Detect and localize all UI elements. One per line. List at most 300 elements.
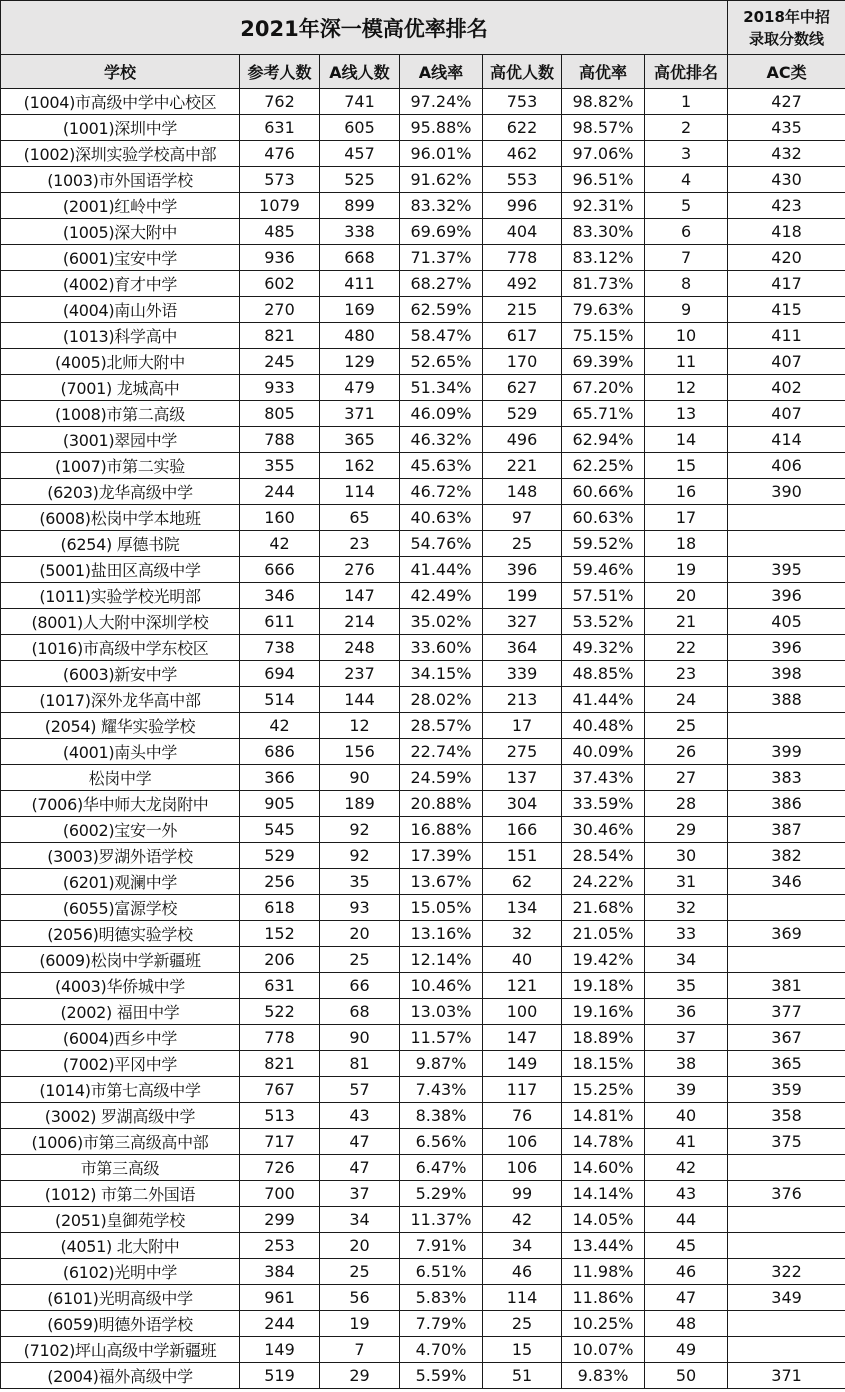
- ac-score-cell: 406: [728, 453, 845, 479]
- rank-cell: 46: [645, 1259, 728, 1285]
- ac-score-cell: 377: [728, 999, 845, 1025]
- a-line-rate-cell: 12.14%: [400, 947, 483, 973]
- table-row: [1, 843, 845, 869]
- excellent-rate-cell: 21.68%: [562, 895, 645, 921]
- excellent-rate-cell: 15.25%: [562, 1077, 645, 1103]
- table-row: [1, 713, 845, 739]
- ac-score-cell: [728, 1155, 845, 1181]
- a-line-rate-cell: 17.39%: [400, 843, 483, 869]
- ac-score-cell: 407: [728, 349, 845, 375]
- participants-cell: 694: [240, 661, 320, 687]
- participants-cell: 256: [240, 869, 320, 895]
- table-row: [1, 947, 845, 973]
- participants-cell: 384: [240, 1259, 320, 1285]
- excellent-rate-cell: 92.31%: [562, 193, 645, 219]
- participants-cell: 778: [240, 1025, 320, 1051]
- school-cell: (2054) 耀华实验学校: [1, 713, 240, 739]
- excellent-count-cell: 147: [483, 1025, 562, 1051]
- table-row: [1, 427, 845, 453]
- rank-cell: 42: [645, 1155, 728, 1181]
- excellent-count-cell: 996: [483, 193, 562, 219]
- rank-cell: 19: [645, 557, 728, 583]
- rank-cell: 36: [645, 999, 728, 1025]
- excellent-rate-cell: 18.89%: [562, 1025, 645, 1051]
- rank-cell: 31: [645, 869, 728, 895]
- table-row: [1, 1103, 845, 1129]
- excellent-count-cell: 151: [483, 843, 562, 869]
- participants-cell: 631: [240, 973, 320, 999]
- table-row: [1, 1207, 845, 1233]
- a-line-rate-cell: 95.88%: [400, 115, 483, 141]
- excellent-count-cell: 100: [483, 999, 562, 1025]
- rank-cell: 10: [645, 323, 728, 349]
- table-row: [1, 869, 845, 895]
- ac-score-cell: [728, 505, 845, 531]
- rank-cell: 47: [645, 1285, 728, 1311]
- excellent-rate-cell: 30.46%: [562, 817, 645, 843]
- participants-cell: 788: [240, 427, 320, 453]
- rank-cell: 41: [645, 1129, 728, 1155]
- excellent-count-cell: 15: [483, 1337, 562, 1363]
- school-cell: (3003)罗湖外语学校: [1, 843, 240, 869]
- a-line-rate-cell: 16.88%: [400, 817, 483, 843]
- excellent-count-cell: 51: [483, 1363, 562, 1389]
- a-line-count-cell: 7: [320, 1337, 400, 1363]
- ac-score-cell: 430: [728, 167, 845, 193]
- a-line-count-cell: 899: [320, 193, 400, 219]
- ac-score-cell: 395: [728, 557, 845, 583]
- participants-cell: 270: [240, 297, 320, 323]
- a-line-count-cell: 480: [320, 323, 400, 349]
- ac-score-cell: [728, 947, 845, 973]
- excellent-count-cell: 32: [483, 921, 562, 947]
- table-row: [1, 401, 845, 427]
- school-cell: (2002) 福田中学: [1, 999, 240, 1025]
- school-cell: (2056)明德实验学校: [1, 921, 240, 947]
- rank-cell: 49: [645, 1337, 728, 1363]
- rank-cell: 35: [645, 973, 728, 999]
- rank-cell: 16: [645, 479, 728, 505]
- excellent-count-cell: 34: [483, 1233, 562, 1259]
- a-line-count-cell: 25: [320, 1259, 400, 1285]
- a-line-count-cell: 214: [320, 609, 400, 635]
- a-line-count-cell: 92: [320, 843, 400, 869]
- excellent-rate-cell: 49.32%: [562, 635, 645, 661]
- a-line-count-cell: 668: [320, 245, 400, 271]
- school-cell: (6102)光明中学: [1, 1259, 240, 1285]
- ac-score-cell: 365: [728, 1051, 845, 1077]
- ac-score-cell: [728, 531, 845, 557]
- a-line-count-cell: 169: [320, 297, 400, 323]
- excellent-rate-cell: 98.82%: [562, 89, 645, 115]
- participants-cell: 513: [240, 1103, 320, 1129]
- a-line-rate-cell: 68.27%: [400, 271, 483, 297]
- school-cell: 市第三高级: [1, 1155, 240, 1181]
- a-line-rate-cell: 15.05%: [400, 895, 483, 921]
- a-line-rate-cell: 22.74%: [400, 739, 483, 765]
- ac-score-cell: 367: [728, 1025, 845, 1051]
- rank-cell: 15: [645, 453, 728, 479]
- excellent-count-cell: 148: [483, 479, 562, 505]
- school-cell: (1016)市高级中学东校区: [1, 635, 240, 661]
- a-line-rate-cell: 10.46%: [400, 973, 483, 999]
- participants-cell: 726: [240, 1155, 320, 1181]
- excellent-count-cell: 149: [483, 1051, 562, 1077]
- table-row: [1, 1181, 845, 1207]
- school-cell: (7002)平冈中学: [1, 1051, 240, 1077]
- ac-score-cell: 435: [728, 115, 845, 141]
- table-row: [1, 1337, 845, 1363]
- ac-score-cell: [728, 895, 845, 921]
- school-cell: (4003)华侨城中学: [1, 973, 240, 999]
- a-line-rate-cell: 83.32%: [400, 193, 483, 219]
- participants-cell: 611: [240, 609, 320, 635]
- table-row: [1, 999, 845, 1025]
- excellent-count-cell: 339: [483, 661, 562, 687]
- table-row: [1, 323, 845, 349]
- excellent-count-cell: 396: [483, 557, 562, 583]
- excellent-count-cell: 117: [483, 1077, 562, 1103]
- excellent-rate-cell: 14.14%: [562, 1181, 645, 1207]
- rank-cell: 38: [645, 1051, 728, 1077]
- participants-cell: 476: [240, 141, 320, 167]
- school-cell: 松岗中学: [1, 765, 240, 791]
- table-row: [1, 635, 845, 661]
- a-line-count-cell: 365: [320, 427, 400, 453]
- a-line-count-cell: 37: [320, 1181, 400, 1207]
- a-line-rate-cell: 7.79%: [400, 1311, 483, 1337]
- table-row: [1, 375, 845, 401]
- table-row: [1, 115, 845, 141]
- rank-cell: 28: [645, 791, 728, 817]
- school-cell: (7102)坪山高级中学新疆班: [1, 1337, 240, 1363]
- excellent-rate-cell: 79.63%: [562, 297, 645, 323]
- school-cell: (1008)市第二高级: [1, 401, 240, 427]
- table-row: [1, 193, 845, 219]
- excellent-rate-cell: 13.44%: [562, 1233, 645, 1259]
- participants-cell: 519: [240, 1363, 320, 1389]
- rank-cell: 32: [645, 895, 728, 921]
- table-row: [1, 271, 845, 297]
- a-line-rate-cell: 4.70%: [400, 1337, 483, 1363]
- a-line-count-cell: 605: [320, 115, 400, 141]
- a-line-rate-cell: 62.59%: [400, 297, 483, 323]
- school-cell: (1013)科学高中: [1, 323, 240, 349]
- excellent-rate-cell: 59.52%: [562, 531, 645, 557]
- a-line-count-cell: 47: [320, 1155, 400, 1181]
- ac-score-cell: 432: [728, 141, 845, 167]
- excellent-count-cell: 753: [483, 89, 562, 115]
- a-line-rate-cell: 71.37%: [400, 245, 483, 271]
- a-line-count-cell: 47: [320, 1129, 400, 1155]
- school-cell: (2001)红岭中学: [1, 193, 240, 219]
- excellent-count-cell: 199: [483, 583, 562, 609]
- school-cell: (4002)育才中学: [1, 271, 240, 297]
- column-header-row: [1, 55, 845, 89]
- a-line-count-cell: 741: [320, 89, 400, 115]
- excellent-rate-cell: 24.22%: [562, 869, 645, 895]
- excellent-count-cell: 97: [483, 505, 562, 531]
- a-line-rate-cell: 13.16%: [400, 921, 483, 947]
- school-cell: (6201)观澜中学: [1, 869, 240, 895]
- rank-cell: 33: [645, 921, 728, 947]
- ac-score-cell: 414: [728, 427, 845, 453]
- table-row: [1, 141, 845, 167]
- header-a-line-count: A线人数: [320, 55, 400, 89]
- excellent-count-cell: 327: [483, 609, 562, 635]
- table-row: [1, 557, 845, 583]
- excellent-count-cell: 106: [483, 1129, 562, 1155]
- table-row: [1, 1259, 845, 1285]
- excellent-rate-cell: 11.86%: [562, 1285, 645, 1311]
- a-line-count-cell: 411: [320, 271, 400, 297]
- a-line-rate-cell: 46.09%: [400, 401, 483, 427]
- a-line-count-cell: 156: [320, 739, 400, 765]
- a-line-rate-cell: 7.91%: [400, 1233, 483, 1259]
- a-line-count-cell: 338: [320, 219, 400, 245]
- school-cell: (6001)宝安中学: [1, 245, 240, 271]
- ac-score-cell: 375: [728, 1129, 845, 1155]
- a-line-count-cell: 34: [320, 1207, 400, 1233]
- rank-cell: 12: [645, 375, 728, 401]
- a-line-rate-cell: 20.88%: [400, 791, 483, 817]
- table-row: [1, 453, 845, 479]
- a-line-count-cell: 144: [320, 687, 400, 713]
- a-line-count-cell: 114: [320, 479, 400, 505]
- excellent-rate-cell: 59.46%: [562, 557, 645, 583]
- excellent-rate-cell: 69.39%: [562, 349, 645, 375]
- table-row: [1, 1077, 845, 1103]
- rank-cell: 7: [645, 245, 728, 271]
- excellent-rate-cell: 10.25%: [562, 1311, 645, 1337]
- excellent-rate-cell: 67.20%: [562, 375, 645, 401]
- excellent-rate-cell: 19.42%: [562, 947, 645, 973]
- school-cell: (1011)实验学校光明部: [1, 583, 240, 609]
- a-line-count-cell: 90: [320, 1025, 400, 1051]
- ac-score-cell: 427: [728, 89, 845, 115]
- title-row: [1, 1, 845, 55]
- table-row: [1, 531, 845, 557]
- table-row: [1, 817, 845, 843]
- header-excellent-count: 高优人数: [483, 55, 562, 89]
- participants-cell: 821: [240, 323, 320, 349]
- ac-score-cell: 349: [728, 1285, 845, 1311]
- participants-cell: 206: [240, 947, 320, 973]
- a-line-rate-cell: 96.01%: [400, 141, 483, 167]
- excellent-rate-cell: 10.07%: [562, 1337, 645, 1363]
- a-line-count-cell: 66: [320, 973, 400, 999]
- excellent-count-cell: 275: [483, 739, 562, 765]
- participants-cell: 686: [240, 739, 320, 765]
- rank-cell: 23: [645, 661, 728, 687]
- a-line-rate-cell: 97.24%: [400, 89, 483, 115]
- school-cell: (6254) 厚德书院: [1, 531, 240, 557]
- school-cell: (6009)松岗中学新疆班: [1, 947, 240, 973]
- school-cell: (6203)龙华高级中学: [1, 479, 240, 505]
- participants-cell: 485: [240, 219, 320, 245]
- participants-cell: 805: [240, 401, 320, 427]
- a-line-count-cell: 248: [320, 635, 400, 661]
- a-line-count-cell: 147: [320, 583, 400, 609]
- a-line-rate-cell: 34.15%: [400, 661, 483, 687]
- excellent-count-cell: 364: [483, 635, 562, 661]
- excellent-rate-cell: 83.30%: [562, 219, 645, 245]
- a-line-rate-cell: 24.59%: [400, 765, 483, 791]
- excellent-rate-cell: 81.73%: [562, 271, 645, 297]
- ac-score-cell: 398: [728, 661, 845, 687]
- participants-cell: 767: [240, 1077, 320, 1103]
- participants-cell: 346: [240, 583, 320, 609]
- excellent-rate-cell: 57.51%: [562, 583, 645, 609]
- school-cell: (3001)翠园中学: [1, 427, 240, 453]
- school-cell: (1005)深大附中: [1, 219, 240, 245]
- participants-cell: 631: [240, 115, 320, 141]
- excellent-rate-cell: 9.83%: [562, 1363, 645, 1389]
- table-row: [1, 505, 845, 531]
- school-cell: (2051)皇御苑学校: [1, 1207, 240, 1233]
- a-line-rate-cell: 5.29%: [400, 1181, 483, 1207]
- excellent-count-cell: 25: [483, 1311, 562, 1337]
- school-cell: (6055)富源学校: [1, 895, 240, 921]
- ac-score-cell: 382: [728, 843, 845, 869]
- participants-cell: 717: [240, 1129, 320, 1155]
- table-row: [1, 1155, 845, 1181]
- excellent-count-cell: 121: [483, 973, 562, 999]
- a-line-rate-cell: 8.38%: [400, 1103, 483, 1129]
- a-line-count-cell: 525: [320, 167, 400, 193]
- a-line-rate-cell: 5.83%: [400, 1285, 483, 1311]
- school-cell: (5001)盐田区高级中学: [1, 557, 240, 583]
- a-line-count-cell: 68: [320, 999, 400, 1025]
- excellent-rate-cell: 83.12%: [562, 245, 645, 271]
- school-cell: (1003)市外国语学校: [1, 167, 240, 193]
- excellent-rate-cell: 14.60%: [562, 1155, 645, 1181]
- table-row: [1, 739, 845, 765]
- a-line-count-cell: 237: [320, 661, 400, 687]
- a-line-count-cell: 23: [320, 531, 400, 557]
- excellent-rate-cell: 48.85%: [562, 661, 645, 687]
- excellent-count-cell: 492: [483, 271, 562, 297]
- a-line-rate-cell: 6.51%: [400, 1259, 483, 1285]
- excellent-rate-cell: 96.51%: [562, 167, 645, 193]
- participants-cell: 618: [240, 895, 320, 921]
- a-line-rate-cell: 54.76%: [400, 531, 483, 557]
- rank-cell: 11: [645, 349, 728, 375]
- ac-score-cell: 423: [728, 193, 845, 219]
- table-row: [1, 791, 845, 817]
- table-row: [1, 687, 845, 713]
- a-line-count-cell: 19: [320, 1311, 400, 1337]
- school-cell: (4051) 北大附中: [1, 1233, 240, 1259]
- rank-cell: 3: [645, 141, 728, 167]
- school-cell: (1002)深圳实验学校高中部: [1, 141, 240, 167]
- excellent-count-cell: 170: [483, 349, 562, 375]
- rank-cell: 20: [645, 583, 728, 609]
- excellent-rate-cell: 14.81%: [562, 1103, 645, 1129]
- excellent-count-cell: 106: [483, 1155, 562, 1181]
- a-line-rate-cell: 46.72%: [400, 479, 483, 505]
- participants-cell: 366: [240, 765, 320, 791]
- rank-cell: 48: [645, 1311, 728, 1337]
- excellent-rate-cell: 19.16%: [562, 999, 645, 1025]
- rank-cell: 27: [645, 765, 728, 791]
- excellent-count-cell: 114: [483, 1285, 562, 1311]
- excellent-count-cell: 627: [483, 375, 562, 401]
- a-line-count-cell: 479: [320, 375, 400, 401]
- rank-cell: 40: [645, 1103, 728, 1129]
- ac-score-cell: 381: [728, 973, 845, 999]
- school-cell: (1004)市高级中学中心校区: [1, 89, 240, 115]
- a-line-count-cell: 129: [320, 349, 400, 375]
- a-line-rate-cell: 33.60%: [400, 635, 483, 661]
- ac-score-cell: 358: [728, 1103, 845, 1129]
- participants-cell: 149: [240, 1337, 320, 1363]
- rank-cell: 17: [645, 505, 728, 531]
- excellent-count-cell: 622: [483, 115, 562, 141]
- a-line-rate-cell: 9.87%: [400, 1051, 483, 1077]
- excellent-rate-cell: 19.18%: [562, 973, 645, 999]
- excellent-rate-cell: 60.63%: [562, 505, 645, 531]
- participants-cell: 936: [240, 245, 320, 271]
- participants-cell: 42: [240, 531, 320, 557]
- a-line-rate-cell: 13.67%: [400, 869, 483, 895]
- ac-score-cell: [728, 1207, 845, 1233]
- ac-score-cell: 420: [728, 245, 845, 271]
- ac-score-cell: 407: [728, 401, 845, 427]
- excellent-count-cell: 221: [483, 453, 562, 479]
- a-line-rate-cell: 52.65%: [400, 349, 483, 375]
- participants-cell: 529: [240, 843, 320, 869]
- excellent-count-cell: 46: [483, 1259, 562, 1285]
- rank-cell: 43: [645, 1181, 728, 1207]
- a-line-count-cell: 457: [320, 141, 400, 167]
- rank-cell: 18: [645, 531, 728, 557]
- excellent-count-cell: 99: [483, 1181, 562, 1207]
- excellent-rate-cell: 33.59%: [562, 791, 645, 817]
- excellent-rate-cell: 97.06%: [562, 141, 645, 167]
- excellent-rate-cell: 62.94%: [562, 427, 645, 453]
- a-line-count-cell: 371: [320, 401, 400, 427]
- ac-score-cell: 418: [728, 219, 845, 245]
- excellent-rate-cell: 14.78%: [562, 1129, 645, 1155]
- a-line-count-cell: 29: [320, 1363, 400, 1389]
- excellent-rate-cell: 60.66%: [562, 479, 645, 505]
- table-row: [1, 1051, 845, 1077]
- table-row: [1, 479, 845, 505]
- participants-cell: 244: [240, 1311, 320, 1337]
- excellent-rate-cell: 37.43%: [562, 765, 645, 791]
- participants-cell: 1079: [240, 193, 320, 219]
- excellent-count-cell: 404: [483, 219, 562, 245]
- ac-score-cell: 396: [728, 583, 845, 609]
- a-line-count-cell: 25: [320, 947, 400, 973]
- school-cell: (6059)明德外语学校: [1, 1311, 240, 1337]
- zhongzhao-line-1: 2018年中招: [743, 7, 830, 26]
- participants-cell: 42: [240, 713, 320, 739]
- a-line-count-cell: 90: [320, 765, 400, 791]
- excellent-rate-cell: 41.44%: [562, 687, 645, 713]
- school-cell: (4005)北师大附中: [1, 349, 240, 375]
- ac-score-cell: 402: [728, 375, 845, 401]
- a-line-rate-cell: 13.03%: [400, 999, 483, 1025]
- excellent-rate-cell: 11.98%: [562, 1259, 645, 1285]
- a-line-count-cell: 56: [320, 1285, 400, 1311]
- a-line-count-cell: 35: [320, 869, 400, 895]
- school-cell: (4001)南头中学: [1, 739, 240, 765]
- excellent-count-cell: 25: [483, 531, 562, 557]
- participants-cell: 738: [240, 635, 320, 661]
- excellent-count-cell: 778: [483, 245, 562, 271]
